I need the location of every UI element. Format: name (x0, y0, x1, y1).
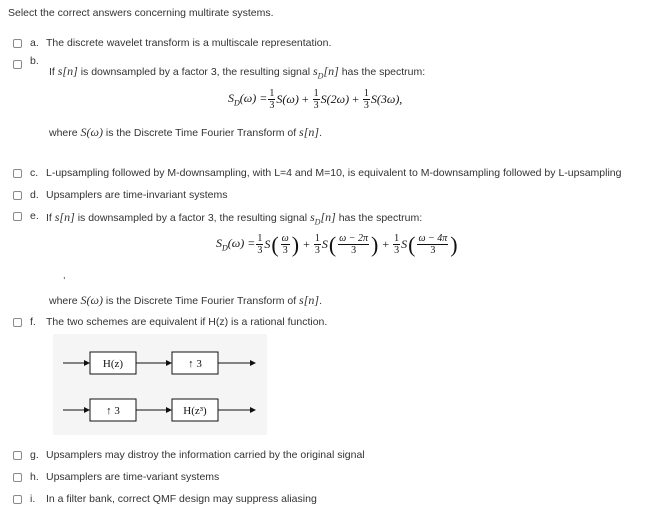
option-g-checkbox[interactable] (13, 451, 22, 460)
option-i-checkbox[interactable] (13, 495, 22, 504)
option-b-checkbox[interactable] (13, 60, 22, 69)
option-g-text: Upsamplers may distroy the information carried by the original signal (46, 449, 365, 461)
option-a-text: The discrete wavelet transform is a multiscale representation. (46, 37, 332, 49)
option-e-letter: e. (30, 210, 39, 222)
row1-block2-label: ↑ 3 (188, 358, 202, 370)
option-f[interactable] (13, 316, 327, 328)
option-d[interactable] (13, 189, 227, 201)
option-b[interactable] (13, 55, 46, 69)
option-a[interactable] (13, 37, 331, 49)
option-h-checkbox[interactable] (13, 473, 22, 482)
option-c[interactable] (13, 167, 621, 179)
option-b-letter: b. (30, 55, 39, 67)
option-d-text: Upsamplers are time-invariant systems (46, 189, 228, 201)
option-g-letter: g. (30, 449, 39, 461)
question-text: Select the correct answers concerning multirate systems. (8, 7, 274, 19)
block-diagram-svg (53, 334, 267, 435)
row1-block1-label: H(z) (102, 358, 124, 370)
option-f-letter: f. (30, 316, 36, 328)
option-c-letter: c. (30, 167, 39, 179)
s-of-n: s[n] (57, 64, 78, 78)
option-b-where: where S(ω) is the Discrete Time Fourier Transform of s[n]. (49, 125, 322, 139)
option-b-formula: $S_D(\omega)$ = $\frac{1}{3}$ S(ω) + $\frac{1}{3}$ S(2ω) + $\frac{1}{3}$ S(3ω), (228, 88, 403, 111)
option-i-letter: i. (30, 493, 36, 505)
row2-block1-label: ↑ 3 (106, 405, 120, 417)
option-g[interactable] (13, 449, 365, 461)
option-f-checkbox[interactable] (13, 318, 22, 327)
option-e-formula: $S_D(\omega)$ = $\frac{1}{3}$ S ( $\frac{\omega}{3}$ ) + $\frac{1}{3}$ S ( $\frac{\omega - 2\pi}{3}$ ) + $\frac{1}{3}$ S ( $\frac{\omega - 4\pi}{3}$ ) (216, 231, 458, 257)
option-d-letter: d. (30, 189, 39, 201)
sd-of-n: $s_D[n]$ (313, 64, 339, 81)
option-e[interactable] (13, 210, 422, 226)
option-f-text: The two schemes are equivalent if H(z) is a rational function. (46, 316, 328, 328)
option-i[interactable] (13, 493, 317, 505)
option-e-stray-mark: , (63, 270, 66, 280)
row2-block2-label: H(z³) (183, 405, 207, 417)
option-e-where: where S(ω) is the Discrete Time Fourier Transform of s[n]. (49, 293, 322, 307)
option-b-text: If s[n] is downsampled by a factor 3, the resulting signal $s_D[n]$ has the spectrum: (49, 64, 426, 81)
option-c-checkbox[interactable] (13, 169, 22, 178)
option-i-text: In a filter bank, correct QMF design may suppress aliasing (46, 493, 317, 505)
option-e-text: If s[n] is downsampled by a factor 3, the resulting signal $s_D[n]$ has the spectrum: (46, 210, 423, 227)
option-e-checkbox[interactable] (13, 212, 22, 221)
option-c-text: L-upsampling followed by M-downsampling, with L=4 and M=10, is equivalent to M-downsampling followed by L-upsampling (46, 167, 622, 179)
option-h-letter: h. (30, 471, 39, 483)
option-a-checkbox[interactable] (13, 39, 22, 48)
option-h[interactable] (13, 471, 219, 483)
block-diagram (53, 334, 267, 435)
option-h-text: Upsamplers are time-variant systems (46, 471, 220, 483)
option-a-letter: a. (30, 37, 39, 49)
option-d-checkbox[interactable] (13, 191, 22, 200)
